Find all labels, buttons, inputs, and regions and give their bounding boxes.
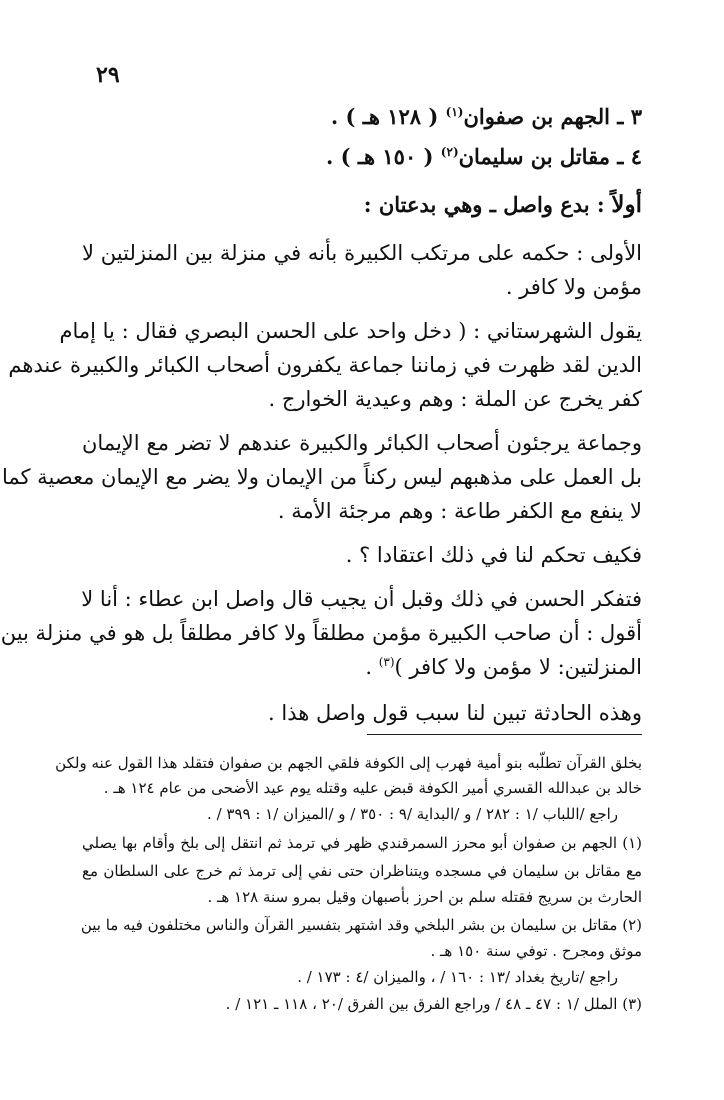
- section-heading: [364, 190, 642, 220]
- paragraph-5-line-3: [365, 652, 642, 682]
- footnote-3: (٣) الملل /١ : ٤٧ ـ ٤٨ / وراجع الفرق بين الفرق /٢٠ ، ١١٨ ـ ١٢١ / .: [225, 995, 642, 1013]
- list-item-4-text: ٤ ـ مقاتل بن سليمان: [458, 144, 642, 169]
- paragraph-5-line-2: أقول : أن صاحب الكبيرة مؤمن مطلقاً ولا كافر مطلقاً بل هو في منزلة بين: [0, 621, 642, 645]
- footnote-ref-2[interactable]: (٢): [440, 145, 459, 159]
- paragraph-4: فكيف تحكم لنا في ذلك اعتقادا ؟ .: [345, 543, 642, 567]
- paragraph-1-line-2: مؤمن ولا كافر .: [505, 275, 642, 299]
- list-item-3: [331, 102, 642, 132]
- section-heading-label: أولاً: [611, 191, 642, 218]
- paragraph-5-line-3-end: .: [365, 655, 379, 679]
- footnote-1-line-2: مع مقاتل بن سليمان في مسجده ويتناظران حتى نفي إلى ترمذ ثم خرج على السلطان مع: [82, 862, 642, 880]
- footnote-2-reference: راجع /تاريخ بغداد /١٣ : ١٦٠ / ، والميزان /٤ : ١٧٣ / .: [297, 968, 618, 986]
- footnote-intro-line-2: خالد بن عبدالله القسري أمير الكوفة قبض عليه وقتله يوم عيد الأضحى من عام ١٢٤ هـ .: [103, 779, 642, 797]
- paragraph-5-line-3-text: المنزلتين: لا مؤمن ولا كافر ): [394, 655, 642, 679]
- paragraph-3-line-2: بل العمل على مذهبهم ليس ركناً من الإيمان ولا يضر مع الإيمان معصية كما: [1, 465, 642, 489]
- footnote-divider: [367, 734, 642, 735]
- footnote-ref-3[interactable]: (٣): [378, 655, 395, 669]
- list-item-3-date: ( ١٢٨ هـ ) .: [330, 104, 439, 129]
- list-item-3-text: ٣ ـ الجهم بن صفوان: [463, 104, 642, 129]
- paragraph-1-line-1: الأولى : حكمه على مرتكب الكبيرة بأنه في منزلة بين المنزلتين لا: [82, 241, 642, 265]
- paragraph-6: وهذه الحادثة تبين لنا سبب قول واصل هذا .: [268, 701, 642, 725]
- paragraph-5-line-1: فتفكر الحسن في ذلك وقبل أن يجيب قال واصل ابن عطاء : أنا لا: [81, 587, 642, 611]
- footnote-intro-reference: راجع /اللباب /١ : ٢٨٢ / و /البداية /٩ : ٣٥٠ / و /الميزان /١ : ٣٩٩ / .: [207, 805, 618, 823]
- footnote-ref-1[interactable]: (١): [445, 105, 464, 119]
- paragraph-3-line-1: وجماعة يرجئون أصحاب الكبائر والكبيرة عندهم لا تضر مع الإيمان: [82, 431, 642, 455]
- paragraph-3-line-3: لا ينفع مع الكفر طاعة : وهم مرجئة الأمة .: [277, 499, 642, 523]
- page-number: ٢٩: [96, 62, 120, 88]
- list-item-4: [326, 142, 642, 172]
- footnote-2-line-2: موثق ومجرح . توفي سنة ١٥٠ هـ .: [430, 942, 642, 960]
- footnote-1-line-3: الحارث بن سريج فقتله سلم بن احرز بأصبهان وقيل بمرو سنة ١٢٨ هـ .: [207, 888, 642, 906]
- paragraph-2-line-3: كفر يخرج عن الملة : وهم وعيدية الخوارج .: [268, 387, 642, 411]
- paragraph-2-line-2: الدين لقد ظهرت في زماننا جماعة يكفرون أصحاب الكبائر والكبيرة عندهم: [8, 353, 642, 377]
- footnote-intro-line-1: بخلق القرآن تطلّبه بنو أمية فهرب إلى الكوفة فلقي الجهم بن صفوان فتقلد هذا القول عنه ولكن: [55, 754, 642, 772]
- paragraph-2-line-1: يقول الشهرستاني : ( دخل واحد على الحسن البصري فقال : يا إمام: [59, 319, 642, 343]
- footnote-2-line-1: (٢) مقاتل بن سليمان بن بشر البلخي وقد اشتهر بتفسير القرآن والناس مختلفون فيه ما بين: [80, 916, 642, 934]
- list-item-4-date: ( ١٥٠ هـ ) .: [325, 144, 434, 169]
- footnote-1-line-1: (١) الجهم بن صفوان أبو محرز السمرقندي ظهر في ترمذ ثم انتقل إلى بلخ وأقام بها يصلي: [82, 834, 642, 852]
- section-heading-rest: : بدع واصل ـ وهي بدعتان :: [363, 192, 605, 217]
